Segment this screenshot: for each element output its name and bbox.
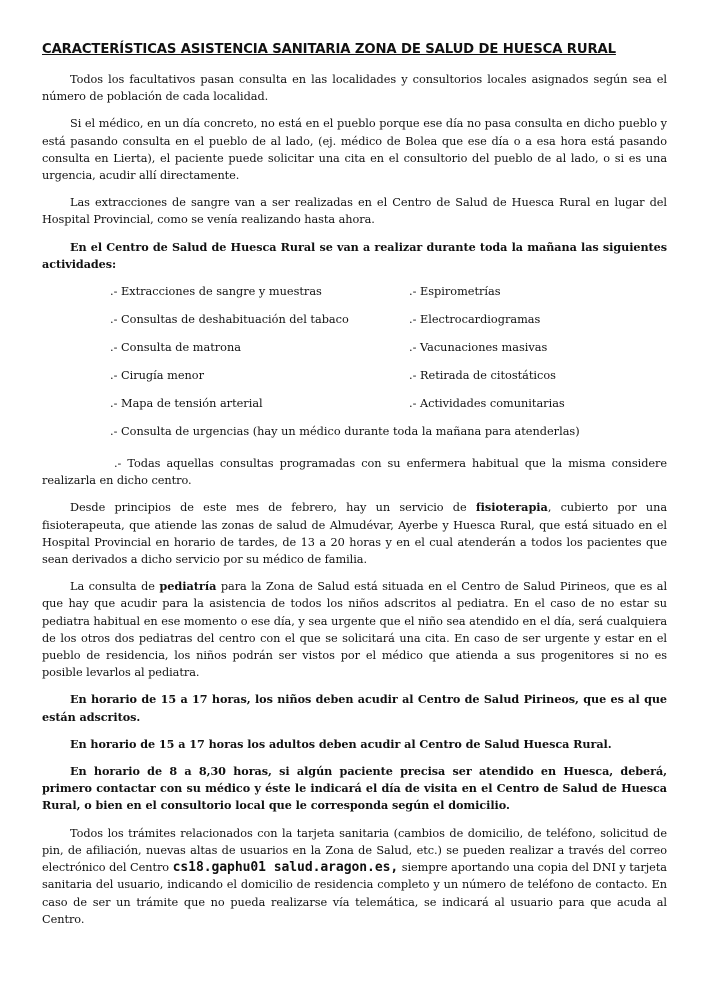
text-run: Desde principios de este mes de febrero, hay un servicio de bbox=[70, 501, 476, 515]
text-run: La consulta de bbox=[70, 580, 160, 594]
activities-row bbox=[42, 367, 667, 395]
activity-item: .- Consultas de deshabituación del tabaco bbox=[110, 313, 349, 327]
text-bold-pediatria: pediatría bbox=[159, 579, 217, 594]
activities-row bbox=[42, 395, 667, 423]
activity-item: .- Consulta de matrona bbox=[110, 341, 241, 355]
activities-row bbox=[42, 311, 667, 339]
paragraph-horario-manana: En horario de 8 a 8,30 horas, si algún paciente precisa ser atendido en Huesca, deberá, primero contactar con su médico y éste le indicará el día de visita en el Centro de Salud de Huesca Rural, o bien en el consultorio local que le corresponda según el domicilio. bbox=[42, 764, 667, 813]
paragraph-pediatria bbox=[42, 578, 667, 681]
paragraph-extracciones: Las extracciones de sangre van a ser realizadas en el Centro de Salud de Huesca Rural en lugar del Hospital Provincial, como se venía realizando hasta ahora. bbox=[42, 196, 667, 227]
paragraph-facultativos: Todos los facultativos pasan consulta en las localidades y consultorios locales asignados según sea el número de población de cada localidad. bbox=[42, 73, 667, 104]
text-run: , cubierto por una fisioterapeuta, que atiende las zonas de salud de Almudévar, Ayerbe y Huesca Rural, que está situado en el Hospital Provincial en horario de tardes, de 13 a 20 horas y en el cual atenderán a todos los pacientes que sean derivados a dicho servicio por su médico de familia. bbox=[42, 501, 667, 567]
activities-row bbox=[42, 339, 667, 367]
paragraph-actividades-intro: En el Centro de Salud de Huesca Rural se van a realizar durante toda la mañana las siguientes actividades: bbox=[42, 239, 667, 271]
activity-item-urgencias: .- Consulta de urgencias (hay un médico durante toda la mañana para atenderlas) bbox=[110, 425, 580, 439]
activity-item: .- Retirada de citostáticos bbox=[409, 369, 556, 383]
activity-item: .- Actividades comunitarias bbox=[409, 397, 565, 411]
text-run: Todos los trámites relacionados con la tarjeta sanitaria (cambios de domicilio, de teléfono, solicitud de pin, de afiliación, nuevas altas de usuarios en la Zona de Salud, etc.) se pueden realizar a través del correo electrónico del Centro bbox=[42, 826, 667, 875]
activity-item: .- Mapa de tensión arterial bbox=[110, 397, 263, 411]
activity-item: .- Cirugía menor bbox=[110, 369, 204, 383]
email-address: cs18.gaphu01 salud.aragon.es, bbox=[172, 860, 399, 876]
activity-item: .- Espirometrías bbox=[409, 285, 501, 299]
text-run: para la Zona de Salud está situada en el Centro de Salud Pirineos, que es al que hay que acudir para la asistencia de todos los niños adscritos al pediatra. En el caso de no estar su pediatra habitual en ese momento o ese día, y sea urgente que el niño sea atendido en el día, será cualquiera de los otros dos pediatras del centro con el que se solicitará una cita. En caso de ser urgente y estar en el pueblo de residencia, los niños podrán ser vistos por el médico que atienda a sus progenitores si no es posible levarlos al pediatra. bbox=[42, 580, 668, 680]
text-run: siempre aportando una copia del DNI y tarjeta sanitaria del usuario, indicando el domicilio de residencia completo y un número de teléfono de contacto. En caso de ser un trámite que no pueda realizarse vía telemática, se indicará al usuario para que acuda al Centro. bbox=[42, 861, 667, 926]
activity-item: .- Electrocardiogramas bbox=[409, 313, 541, 327]
paragraph-fisioterapia bbox=[42, 499, 667, 568]
activities-row bbox=[42, 283, 667, 311]
text-bold-fisioterapia: fisioterapia bbox=[475, 500, 548, 515]
activity-item: .- Extracciones de sangre y muestras bbox=[110, 285, 322, 299]
page-title: CARACTERÍSTICAS ASISTENCIA SANITARIA ZONA DE SALUD DE HUESCA RURAL bbox=[42, 42, 616, 57]
activity-item: .- Vacunaciones masivas bbox=[409, 341, 548, 355]
paragraph-medico-pueblo: Si el médico, en un día concreto, no está en el pueblo porque ese día no pasa consulta en dicho pueblo y está pasando consulta en el pueblo de al lado, (ej. médico de Bolea que ese día o a esa hora está pasando consulta en Lierta), el paciente puede solicitar una cita en el consultorio del pueblo de al lado, o si es una urgencia, acudir allí directamente. bbox=[42, 117, 667, 183]
paragraph-horario-adultos: En horario de 15 a 17 horas los adultos deben acudir al Centro de Salud Huesca Rural. bbox=[70, 736, 612, 751]
paragraph-horario-ninos: En horario de 15 a 17 horas, los niños deben acudir al Centro de Salud Pirineos, que es al que están adscritos. bbox=[42, 692, 667, 724]
paragraph-consultas-enfermera: .- Todas aquellas consultas programadas con su enfermera habitual que la misma considere realizarla en dicho centro. bbox=[42, 457, 667, 488]
activities-list bbox=[42, 283, 667, 449]
paragraph-tarjeta-sanitaria bbox=[42, 825, 667, 928]
